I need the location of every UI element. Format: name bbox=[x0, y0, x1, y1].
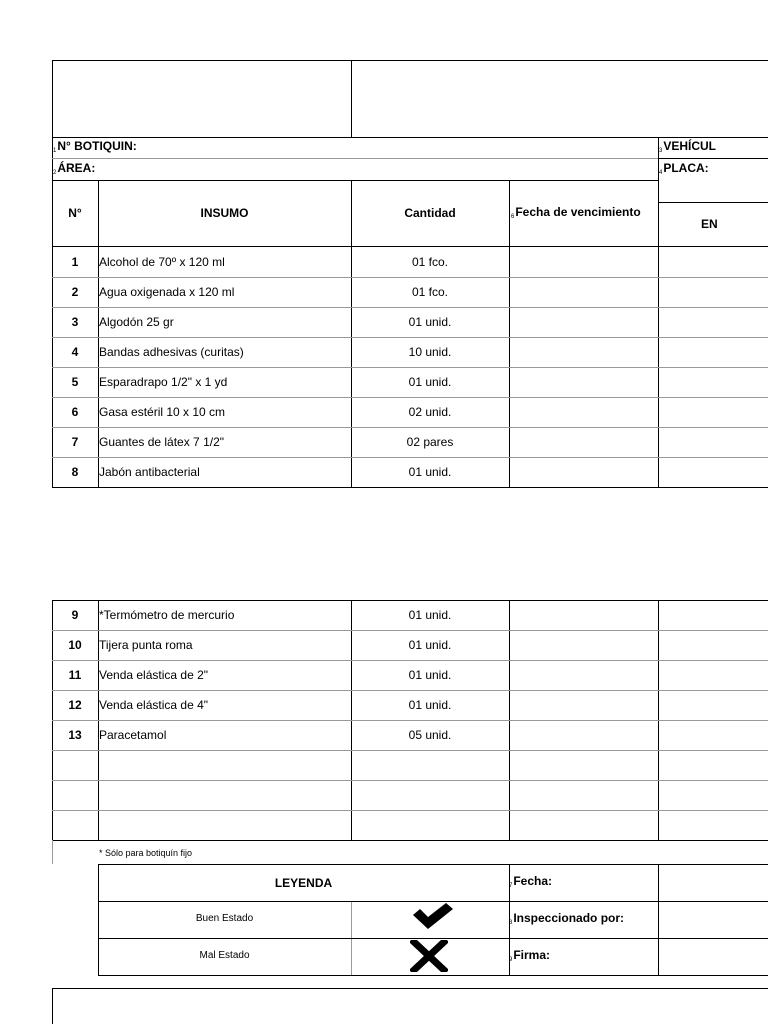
row-insumo: Alcohol de 70º x 120 ml bbox=[99, 255, 225, 269]
table-row-border bbox=[52, 337, 768, 338]
footnote-left-border bbox=[52, 840, 53, 864]
botiquin-label: $_1$N° BOTIQUIN: bbox=[53, 139, 137, 154]
firma-label: $_9$Firma: bbox=[509, 948, 551, 963]
table-row-border bbox=[52, 487, 768, 488]
extra-header-border bbox=[658, 202, 768, 203]
col-divider-cantidad bbox=[509, 180, 510, 487]
row-cantidad: 01 unid. bbox=[408, 638, 452, 652]
row-insumo: Tijera punta roma bbox=[99, 638, 193, 652]
row-insumo: Guantes de látex 7 1/2" bbox=[99, 435, 225, 449]
row-cantidad: 02 pares bbox=[406, 435, 454, 449]
table-left-border bbox=[52, 60, 53, 487]
row-number: 13 bbox=[68, 728, 82, 742]
bottom-table-top-border bbox=[52, 600, 768, 601]
table-row-border bbox=[52, 750, 768, 751]
bottom-box-left-border bbox=[52, 988, 53, 1024]
table-row-border bbox=[52, 427, 768, 428]
row-insumo: Gasa estéril 10 x 10 cm bbox=[99, 405, 226, 419]
header-divider bbox=[351, 60, 352, 137]
col-header-cantidad: Cantidad bbox=[404, 206, 456, 220]
mal-estado-label: Mal Estado bbox=[199, 950, 250, 961]
row-cantidad: 01 fco. bbox=[411, 285, 449, 299]
fecha-label: $_7$Fecha: bbox=[509, 874, 553, 889]
header-top-border bbox=[52, 60, 768, 61]
row-insumo: Esparadrapo 1/2" x 1 yd bbox=[99, 375, 228, 389]
inspeccionado-label: $_8$Inspeccionado por: bbox=[509, 911, 625, 926]
checkmark-icon bbox=[410, 901, 456, 931]
row-cantidad: 05 unid. bbox=[408, 728, 452, 742]
row-number: 6 bbox=[71, 405, 79, 419]
row-cantidad: 01 unid. bbox=[408, 608, 452, 622]
row-number: 10 bbox=[68, 638, 82, 652]
row-insumo: Jabón antibacterial bbox=[99, 465, 200, 479]
row-insumo: *Termómetro de mercurio bbox=[99, 608, 235, 622]
col-header-no: N° bbox=[68, 206, 82, 220]
row-cantidad: 01 unid. bbox=[408, 698, 452, 712]
leyenda-title: LEYENDA bbox=[274, 876, 333, 890]
table-row-border bbox=[52, 810, 768, 811]
placa-label: $_4$PLACA: bbox=[659, 161, 709, 176]
row-cantidad: 01 unid. bbox=[408, 315, 452, 329]
row-number: 11 bbox=[68, 668, 82, 682]
table-row-border bbox=[52, 277, 768, 278]
table-row-border bbox=[52, 720, 768, 721]
row-cantidad: 02 unid. bbox=[408, 405, 452, 419]
row-insumo: Bandas adhesivas (curitas) bbox=[99, 345, 244, 359]
right-divider bbox=[658, 137, 659, 487]
header-bottom-border bbox=[52, 137, 768, 138]
vehiculo-divider bbox=[658, 158, 768, 159]
col-header-fecha: $_6$Fecha de vencimiento bbox=[511, 205, 641, 220]
area-label: $_2$ÁREA: bbox=[53, 161, 96, 176]
row-number: 5 bbox=[71, 375, 79, 389]
col-header-extra: EN bbox=[701, 217, 718, 231]
colheader-top-border bbox=[52, 180, 658, 181]
botiquin-divider bbox=[52, 158, 658, 159]
row-number: 8 bbox=[71, 465, 79, 479]
table-row-border bbox=[52, 630, 768, 631]
leyenda-row2-border bbox=[98, 938, 768, 939]
table-row-border bbox=[52, 367, 768, 368]
vehiculo-label: $_3$VEHÍCUL bbox=[659, 139, 717, 154]
table-row-border bbox=[52, 397, 768, 398]
row-insumo: Agua oxigenada x 120 ml bbox=[99, 285, 235, 299]
row-number: 3 bbox=[71, 315, 79, 329]
row-cantidad: 01 unid. bbox=[408, 668, 452, 682]
table-row-border bbox=[52, 307, 768, 308]
row-number: 12 bbox=[68, 698, 82, 712]
row-cantidad: 01 fco. bbox=[411, 255, 449, 269]
row-number: 9 bbox=[71, 608, 79, 622]
footnote: * Sólo para botiquín fijo bbox=[99, 848, 193, 858]
leyenda-bottom-border bbox=[98, 975, 768, 976]
table-row-border bbox=[52, 690, 768, 691]
row-cantidad: 10 unid. bbox=[408, 345, 452, 359]
table-row-border bbox=[52, 780, 768, 781]
sign-value-divider bbox=[658, 864, 659, 975]
bottom-table-bottom-border bbox=[52, 840, 768, 841]
row-insumo: Venda elástica de 2" bbox=[99, 668, 209, 682]
bottom-box-top-border bbox=[52, 988, 768, 989]
row-number: 7 bbox=[71, 435, 79, 449]
leyenda-top-border bbox=[98, 864, 768, 865]
row-number: 4 bbox=[71, 345, 79, 359]
x-mark-icon bbox=[410, 940, 448, 972]
buen-estado-label: Buen Estado bbox=[195, 913, 254, 924]
row-number: 2 bbox=[71, 285, 79, 299]
row-insumo: Paracetamol bbox=[99, 728, 167, 742]
row-insumo: Venda elástica de 4" bbox=[99, 698, 209, 712]
table-row-border bbox=[52, 660, 768, 661]
colheader-bottom-border bbox=[52, 246, 768, 247]
row-number: 1 bbox=[71, 255, 79, 269]
row-cantidad: 01 unid. bbox=[408, 465, 452, 479]
row-insumo: Algodón 25 gr bbox=[99, 315, 174, 329]
table-row-border bbox=[52, 457, 768, 458]
col-header-insumo: INSUMO bbox=[200, 206, 249, 220]
row-cantidad: 01 unid. bbox=[408, 375, 452, 389]
